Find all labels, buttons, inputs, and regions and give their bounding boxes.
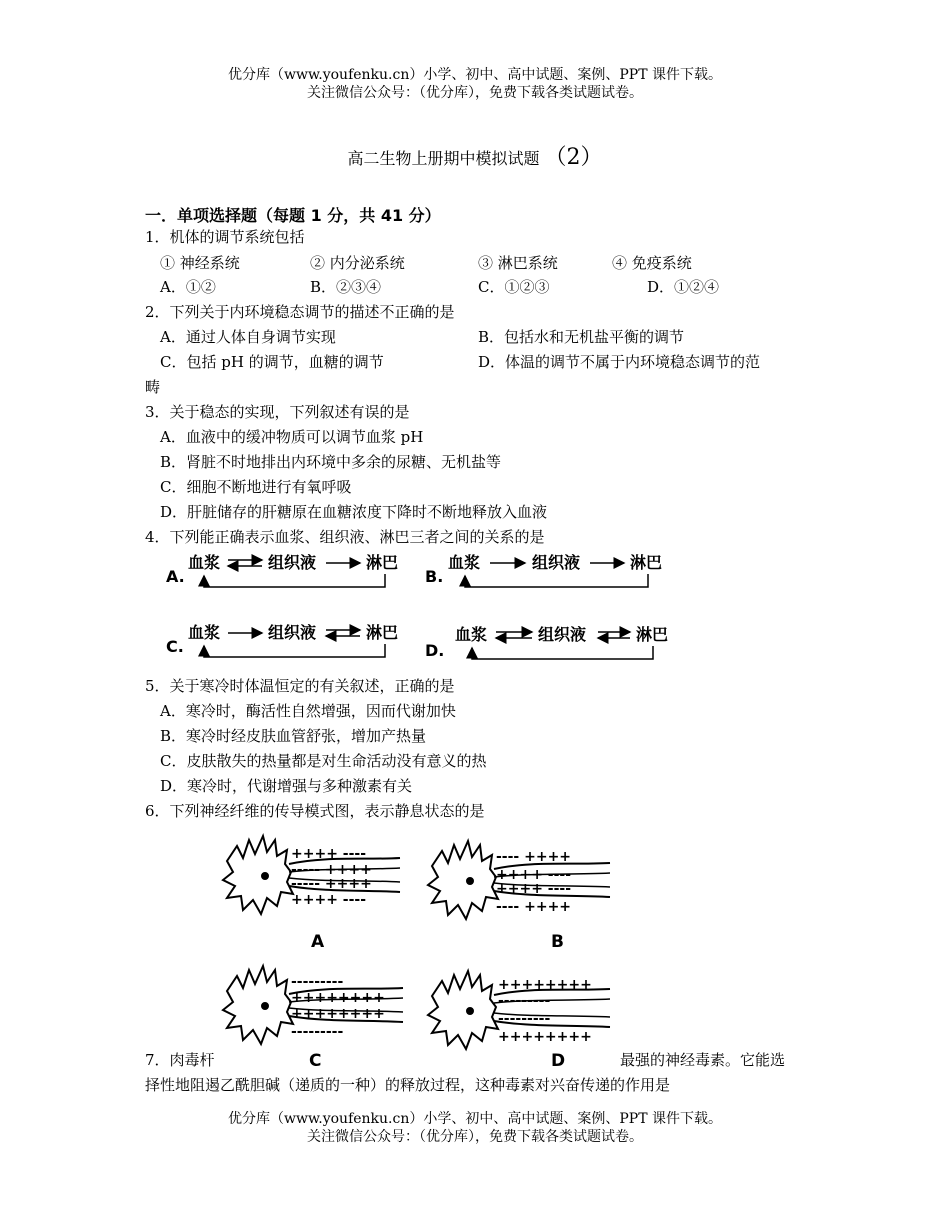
q7-line-2: 择性地阻遏乙酰胆碱（递质的一种）的释放过程，这种毒素对兴奋传递的作用是 [145, 1076, 671, 1094]
q5-option-b: B．寒冷时经皮肤血管舒张，增加产热量 [160, 727, 427, 745]
svg-text:---------: --------- [291, 1024, 344, 1040]
q6-label-a: A [311, 932, 325, 952]
neuron-d [428, 971, 610, 1049]
q7-line-1-start: 7．肉毒杆 [145, 1051, 215, 1069]
footer-line-1: 优分库（www.youfenku.cn）小学、初中、高中试题、案例、PPT 课件下载。 [227, 1111, 722, 1127]
q4-label-c: C. [166, 637, 184, 656]
svg-text:---- ++++: ---- ++++ [496, 849, 572, 865]
page-title-text: 高二生物上册期中模拟试题 [347, 149, 540, 168]
svg-text:---------: --------- [498, 1011, 551, 1027]
svg-text:----- ++++: ----- ++++ [291, 862, 372, 878]
q4-label-a: A. [166, 567, 185, 586]
q1-item-4: ④ 免疫系统 [612, 254, 692, 272]
q4-diagram-c [166, 623, 398, 657]
q4-stem: 4．下列能正确表示血浆、组织液、淋巴三者之间的关系的是 [145, 528, 545, 546]
q1-item-1: ① 神经系统 [160, 254, 240, 272]
q4-b-lymph: 淋巴 [630, 553, 663, 572]
q2-option-a: A．通过人体自身调节实现 [160, 328, 336, 346]
svg-text:++++ ----: ++++ ---- [291, 892, 367, 908]
q2-option-d-wrap: 畴 [145, 378, 161, 396]
q1-option-b: B．②③④ [310, 278, 382, 296]
q3-option-a: A．血液中的缓冲物质可以调节血浆 pH [160, 428, 424, 446]
q6-neuron-figure [215, 826, 620, 1076]
svg-text:++++++++: ++++++++ [291, 1006, 385, 1022]
q7-line-1-end: 最强的神经毒素。它能选 [620, 1051, 786, 1069]
svg-text:++++++++: ++++++++ [498, 977, 592, 993]
q1-stem: 1．机体的调节系统包括 [145, 228, 305, 246]
q2-stem: 2．下列关于内环境稳态调节的描述不正确的是 [145, 303, 455, 321]
q4-diagram-a [166, 553, 398, 587]
svg-text:++++ ----: ++++ ---- [291, 846, 367, 862]
q4-a-lymph: 淋巴 [366, 553, 399, 572]
q1-option-c: C．①②③ [478, 278, 550, 296]
q4-c-lymph: 淋巴 [366, 623, 399, 642]
q4-d-lymph: 淋巴 [636, 625, 669, 644]
q3-option-d: D．肝脏储存的肝糖原在血糖浓度下降时不断地释放入血液 [160, 503, 548, 521]
q4-diagrams [160, 550, 680, 665]
q4-b-plasma: 血浆 [448, 553, 481, 572]
q4-a-tissue: 组织液 [268, 553, 317, 572]
page-title [0, 140, 950, 171]
footer-line-2: 关注微信公众号：（优分库），免费下载各类试题试卷。 [307, 1129, 643, 1145]
svg-text:---- ++++: ---- ++++ [496, 899, 572, 915]
q3-option-c: C．细胞不断地进行有氧呼吸 [160, 478, 352, 496]
q5-option-d: D．寒冷时，代谢增强与多种激素有关 [160, 777, 413, 795]
svg-text:++++++++: ++++++++ [291, 990, 385, 1006]
q2-option-d: D．体温的调节不属于内环境稳态调节的范 [478, 353, 761, 371]
q3-option-b: B．肾脏不时地排出内环境中多余的尿糖、无机盐等 [160, 453, 502, 471]
q1-option-a: A．①② [160, 278, 216, 296]
q5-option-c: C．皮肤散失的热量都是对生命活动没有意义的热 [160, 752, 487, 770]
neuron-b [428, 841, 610, 919]
neuron-c [223, 966, 403, 1044]
neuron-a [223, 836, 400, 914]
q2-option-b: B．包括水和无机盐平衡的调节 [478, 328, 685, 346]
q6-label-b: B [551, 932, 564, 952]
q5-option-a: A．寒冷时，酶活性自然增强，因而代谢加快 [160, 702, 456, 720]
svg-text:---------: --------- [291, 974, 344, 990]
svg-text:++++ ----: ++++ ---- [496, 867, 572, 883]
q4-diagram-d [425, 625, 668, 660]
q4-diagram-b [425, 553, 662, 587]
q1-item-2: ② 内分泌系统 [310, 254, 405, 272]
q1-option-d: D．①②④ [647, 278, 720, 296]
svg-text:----- ++++: ----- ++++ [291, 876, 372, 892]
svg-text:---------: --------- [498, 993, 551, 1009]
q4-label-d: D. [425, 641, 445, 660]
q4-d-tissue: 组织液 [538, 625, 587, 644]
svg-text:++++++++: ++++++++ [498, 1029, 592, 1045]
q5-stem: 5．关于寒冷时体温恒定的有关叙述，正确的是 [145, 677, 455, 695]
q4-c-plasma: 血浆 [188, 623, 221, 642]
svg-text:++++ ----: ++++ ---- [496, 881, 572, 897]
header-line-2: 关注微信公众号：（优分库），免费下载各类试题试卷。 [307, 85, 643, 101]
q4-b-tissue: 组织液 [532, 553, 581, 572]
page-title-number: （2） [544, 145, 603, 170]
q6-label-c: C [309, 1051, 322, 1071]
q2-option-c: C．包括 pH 的调节，血糖的调节 [160, 353, 384, 371]
q4-a-plasma: 血浆 [188, 553, 221, 572]
header-line-1: 优分库（www.youfenku.cn）小学、初中、高中试题、案例、PPT 课件下载。 [227, 67, 722, 83]
section-heading: 一．单项选择题（每题 1 分，共 41 分） [145, 206, 441, 225]
q6-label-d: D [551, 1051, 566, 1071]
q6-stem: 6．下列神经纤维的传导模式图，表示静息状态的是 [145, 802, 485, 820]
q3-stem: 3．关于稳态的实现，下列叙述有误的是 [145, 403, 410, 421]
q4-label-b: B. [425, 567, 444, 586]
q1-item-3: ③ 淋巴系统 [478, 254, 558, 272]
q4-c-tissue: 组织液 [268, 623, 317, 642]
q4-d-plasma: 血浆 [455, 625, 488, 644]
